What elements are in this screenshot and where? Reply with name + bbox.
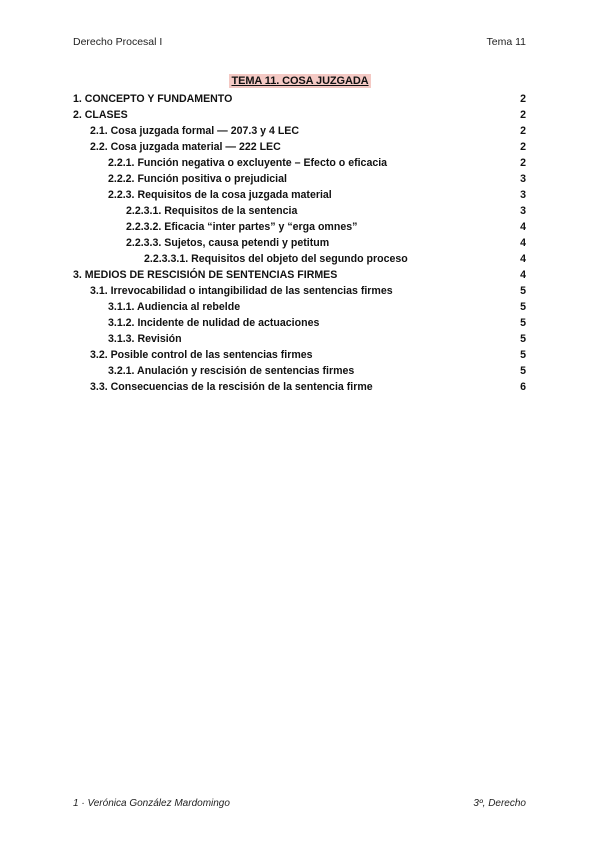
toc-entry[interactable] (73, 139, 526, 155)
toc-entry-label: 2. CLASES (73, 109, 128, 121)
toc-entry[interactable] (73, 283, 526, 299)
toc-entry[interactable] (73, 315, 526, 331)
toc-entry-page: 2 (520, 157, 526, 169)
toc-entry[interactable] (73, 347, 526, 363)
toc-entry-page: 5 (520, 333, 526, 345)
table-of-contents (73, 91, 526, 395)
toc-entry[interactable] (73, 235, 526, 251)
toc-entry-page: 2 (520, 141, 526, 153)
toc-entry-label: 2.2.2. Función positiva o prejudicial (108, 173, 287, 185)
toc-entry[interactable] (73, 331, 526, 347)
toc-entry-label: 3.1.2. Incidente de nulidad de actuaciones (108, 317, 320, 329)
toc-entry-page: 3 (520, 205, 526, 217)
toc-entry-page: 5 (520, 317, 526, 329)
toc-entry-page: 5 (520, 349, 526, 361)
toc-entry[interactable] (73, 171, 526, 187)
toc-entry[interactable] (73, 267, 526, 283)
header-course: Derecho Procesal I (73, 36, 163, 48)
toc-entry-page: 5 (520, 301, 526, 313)
toc-entry-label: 2.2.3.2. Eficacia “inter partes” y “erga omnes” (126, 221, 358, 233)
header-topic: Tema 11 (486, 36, 526, 48)
toc-entry-page: 2 (520, 109, 526, 121)
toc-entry-label: 2.2.3.3.1. Requisitos del objeto del segundo proceso (144, 253, 408, 265)
toc-entry-page: 3 (520, 173, 526, 185)
footer-author: 1 · Verónica González Mardomingo (73, 798, 230, 809)
toc-entry-label: 3. MEDIOS DE RESCISIÓN DE SENTENCIAS FIRMES (73, 269, 338, 281)
toc-entry-page: 4 (520, 221, 526, 233)
toc-entry[interactable] (73, 91, 526, 107)
toc-entry[interactable] (73, 187, 526, 203)
toc-entry[interactable] (73, 219, 526, 235)
toc-entry[interactable] (73, 299, 526, 315)
toc-entry[interactable] (73, 107, 526, 123)
toc-entry-label: 2.2.1. Función negativa o excluyente – Efecto o eficacia (108, 157, 388, 169)
toc-entry[interactable] (73, 363, 526, 379)
toc-entry-page: 5 (520, 285, 526, 297)
toc-entry-label: 2.2.3.3. Sujetos, causa petendi y petitum (126, 237, 330, 249)
toc-entry-page: 4 (520, 237, 526, 249)
document-title: TEMA 11. COSA JUZGADA (231, 75, 369, 87)
toc-entry[interactable] (73, 379, 526, 395)
toc-entry-label: 3.2. Posible control de las sentencias firmes (90, 349, 313, 361)
toc-entry-page: 3 (520, 189, 526, 201)
toc-entry-label: 2.2.3.1. Requisitos de la sentencia (126, 205, 298, 217)
toc-entry-label: 2.2.3. Requisitos de la cosa juzgada material (108, 189, 332, 201)
toc-entry-label: 3.2.1. Anulación y rescisión de sentencias firmes (108, 365, 355, 377)
title-container (0, 71, 600, 89)
toc-entry-label: 2.2. Cosa juzgada material — 222 LEC (90, 141, 281, 153)
toc-entry[interactable] (73, 155, 526, 171)
toc-entry-label: 2.1. Cosa juzgada formal — 207.3 y 4 LEC (90, 125, 300, 137)
toc-entry-page: 6 (520, 381, 526, 393)
toc-entry-label: 3.1.3. Revisión (108, 333, 182, 345)
toc-entry-label: 3.1.1. Audiencia al rebelde (108, 301, 241, 313)
toc-entry-page: 4 (520, 269, 526, 281)
page-header (73, 36, 526, 48)
toc-entry-page: 4 (520, 253, 526, 265)
toc-entry-label: 3.3. Consecuencias de la rescisión de la sentencia firme (90, 381, 373, 393)
toc-entry[interactable] (73, 203, 526, 219)
page-footer (73, 798, 526, 809)
toc-entry-page: 2 (520, 125, 526, 137)
toc-entry-page: 5 (520, 365, 526, 377)
toc-entry[interactable] (73, 251, 526, 267)
toc-entry-label: 3.1. Irrevocabilidad o intangibilidad de las sentencias firmes (90, 285, 393, 297)
toc-entry-label: 1. CONCEPTO Y FUNDAMENTO (73, 93, 233, 105)
toc-entry-page: 2 (520, 93, 526, 105)
toc-entry[interactable] (73, 123, 526, 139)
footer-course: 3º, Derecho (473, 798, 526, 809)
